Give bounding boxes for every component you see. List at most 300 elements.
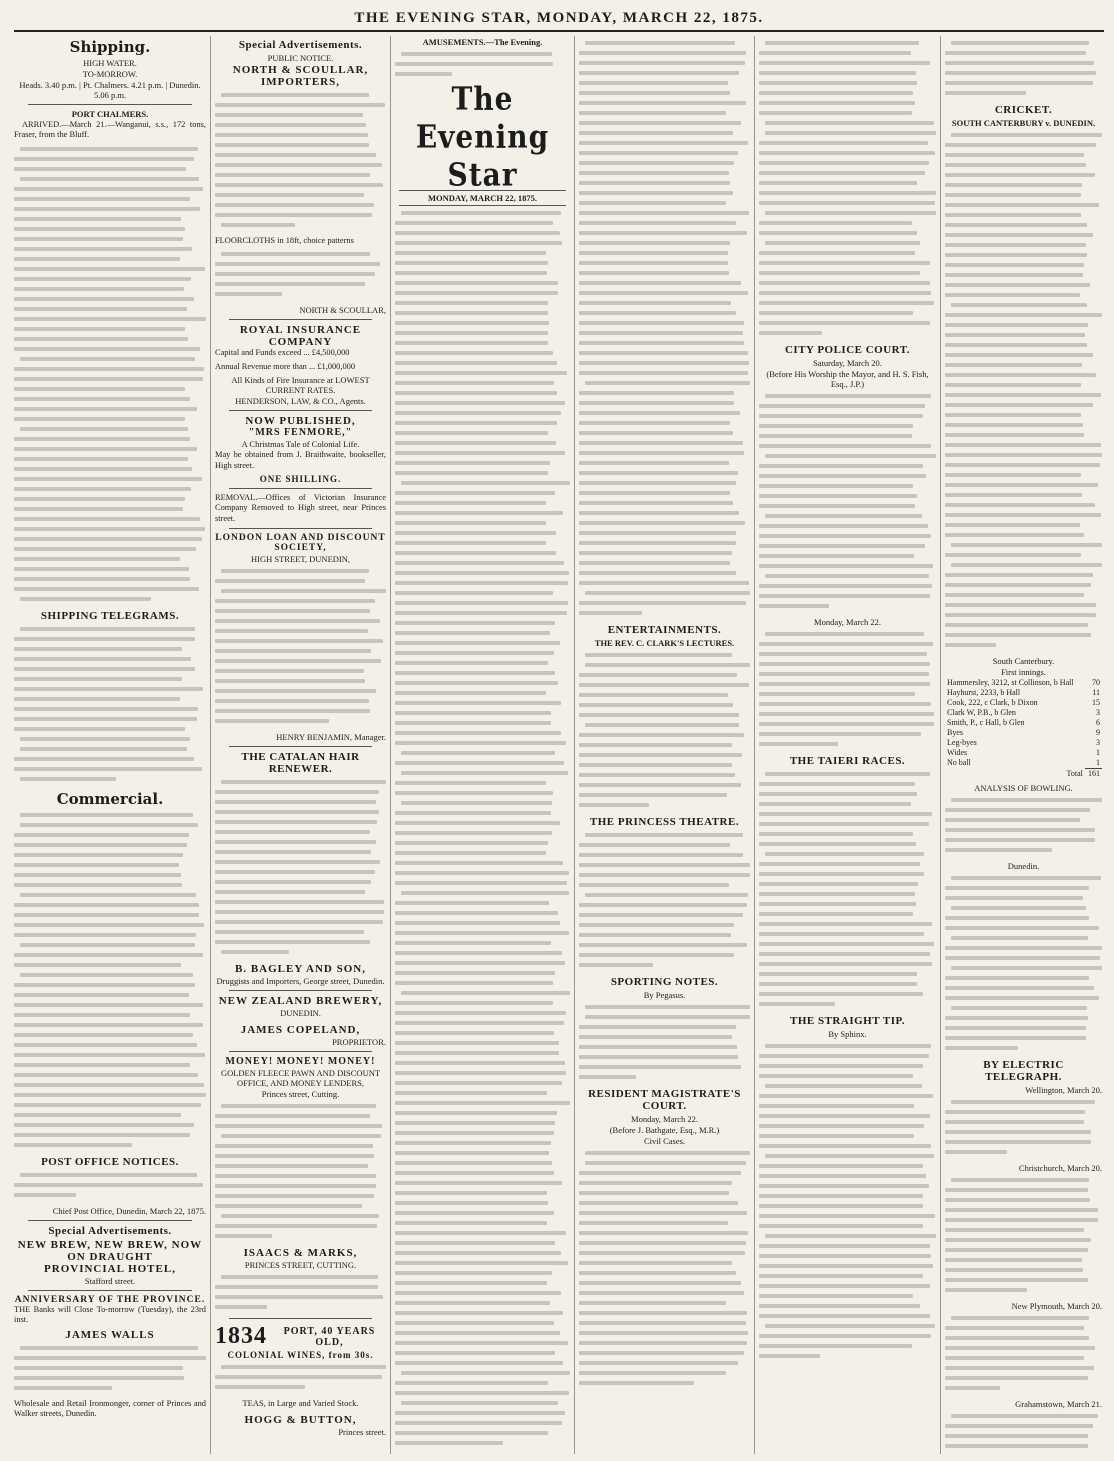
- text-line: [579, 900, 750, 910]
- text-line: [14, 544, 206, 554]
- text-line: [945, 370, 1102, 380]
- text-line: [215, 1221, 386, 1231]
- teas-line: TEAS, in Large and Varied Stock.: [242, 1398, 359, 1409]
- post-office-heading: POST OFFICE NOTICES.: [41, 1155, 179, 1168]
- text-line: [759, 128, 936, 138]
- text-line: [759, 669, 936, 679]
- text-line: [945, 815, 1102, 825]
- text-line: [945, 180, 1102, 190]
- text-line: [759, 268, 936, 278]
- divider: [229, 1318, 372, 1319]
- text-line: [579, 608, 750, 618]
- total-value: 161: [1085, 769, 1102, 780]
- text-line: [759, 98, 936, 108]
- text-line: [395, 1138, 570, 1148]
- text-line: [215, 120, 386, 130]
- text-line: [759, 521, 936, 531]
- text-line: [14, 254, 206, 264]
- table-row: [945, 698, 1102, 708]
- text-line: [759, 198, 936, 208]
- text-line: [945, 1215, 1102, 1225]
- new-brew-ad: NEW BREW, NEW BREW, NOW ON DRAUGHT: [17, 1238, 203, 1263]
- text-line: [215, 646, 386, 656]
- text-line: [579, 328, 750, 338]
- text-line: [14, 860, 206, 870]
- text-line: [579, 278, 750, 288]
- text-line: [395, 1038, 570, 1048]
- text-line: [759, 571, 936, 581]
- text-line: [945, 845, 1102, 855]
- text-line: [395, 928, 570, 938]
- text-line: [945, 1431, 1102, 1441]
- text-line: [945, 913, 1102, 923]
- runs-cell: 1: [1096, 748, 1100, 757]
- text-line: [395, 378, 570, 388]
- text-line: [945, 140, 1102, 150]
- text-line: [759, 471, 936, 481]
- text-line: [14, 870, 206, 880]
- text-line: [395, 328, 570, 338]
- text-line: [395, 988, 570, 998]
- text-line: [945, 430, 1102, 440]
- text-line: [395, 59, 570, 69]
- text-line: [759, 138, 936, 148]
- text-line: [395, 638, 570, 648]
- text-line: [215, 1292, 386, 1302]
- text-line: [579, 750, 750, 760]
- text-line: [759, 869, 936, 879]
- text-line: [579, 238, 750, 248]
- text-line: [215, 616, 386, 626]
- north-scoullar-sign: NORTH & SCOULLAR,: [299, 305, 386, 316]
- faded-text: [215, 90, 386, 230]
- text-line: [14, 1010, 206, 1020]
- text-line: [395, 978, 570, 988]
- text-line: [395, 1278, 570, 1288]
- column-shipping: [10, 36, 210, 1454]
- text-line: [945, 1441, 1102, 1451]
- text-line: [579, 680, 750, 690]
- divider: [229, 746, 372, 747]
- text-line: [945, 1225, 1102, 1235]
- text-line: [945, 420, 1102, 430]
- text-line: [945, 1127, 1102, 1137]
- cp-before: (Before His Worship the Mayor, and H. S. Fish, Esq., J.P.): [766, 369, 929, 389]
- text-line: [945, 630, 1102, 640]
- text-line: [14, 154, 206, 164]
- text-line: [579, 670, 750, 680]
- text-line: [579, 188, 750, 198]
- text-line: [759, 318, 936, 328]
- text-line: [579, 518, 750, 528]
- text-line: [759, 421, 936, 431]
- loan-signature: HENRY BENJAMIN, Manager.: [276, 732, 386, 743]
- faded-text: [945, 38, 1102, 98]
- nz-brewery-town: DUNEDIN.: [280, 1008, 321, 1019]
- text-line: [759, 1041, 936, 1051]
- text-line: [215, 626, 386, 636]
- masthead-text: THE EVENING STAR, MONDAY, MARCH 22, 1875.: [354, 10, 764, 26]
- text-line: [395, 258, 570, 268]
- text-line: [579, 538, 750, 548]
- text-line: [759, 88, 936, 98]
- shipping-telegrams-heading: SHIPPING TELEGRAMS.: [40, 609, 180, 622]
- text-line: [395, 858, 570, 868]
- text-line: [579, 1298, 750, 1308]
- text-line: [759, 779, 936, 789]
- text-line: [14, 274, 206, 284]
- text-line: [759, 809, 936, 819]
- text-line: [759, 108, 936, 118]
- text-line: [579, 700, 750, 710]
- arrived-line: ARRIVED.—March 21.—Wanganui, s.s., 172 tons, Fraser, from the Bluff.: [14, 120, 206, 140]
- text-line: [579, 1308, 750, 1318]
- text-line: [945, 160, 1102, 170]
- text-line: [579, 690, 750, 700]
- special-ads-heading: Special Advertisements.: [238, 39, 363, 51]
- text-line: [579, 118, 750, 128]
- text-line: [759, 1161, 936, 1171]
- batsman-cell: Cook, 222, c Clark, b Dixon: [947, 698, 1038, 707]
- text-line: [395, 808, 570, 818]
- text-line: [395, 1248, 570, 1258]
- text-line: [14, 304, 206, 314]
- south-canterbury-head: South Canterbury.: [992, 656, 1055, 666]
- text-line: [945, 530, 1102, 540]
- text-line: [395, 848, 570, 858]
- text-line: [945, 873, 1102, 883]
- text-line: [945, 1097, 1102, 1107]
- text-line: [395, 398, 570, 408]
- text-line: [14, 504, 206, 514]
- total-row: [945, 769, 1102, 780]
- text-line: [759, 1111, 936, 1121]
- text-line: [579, 830, 750, 840]
- text-line: [945, 570, 1102, 580]
- text-line: [759, 278, 936, 288]
- text-line: [945, 825, 1102, 835]
- faded-text: [945, 1411, 1102, 1454]
- text-line: [14, 1343, 206, 1353]
- text-line: [759, 118, 936, 128]
- text-line: [14, 734, 206, 744]
- text-line: [579, 68, 750, 78]
- text-line: [579, 458, 750, 468]
- runs-cell: 9: [1096, 728, 1100, 737]
- text-line: [14, 764, 206, 774]
- text-line: [215, 249, 386, 259]
- text-line: [14, 694, 206, 704]
- text-line: [395, 238, 570, 248]
- text-line: [579, 1022, 750, 1032]
- text-line: [759, 1331, 936, 1341]
- text-line: [945, 1013, 1102, 1023]
- text-line: [579, 1268, 750, 1278]
- text-line: [759, 959, 936, 969]
- text-line: [215, 190, 386, 200]
- text-line: [215, 140, 386, 150]
- text-line: [945, 1313, 1102, 1323]
- text-line: [579, 1042, 750, 1052]
- text-line: [945, 1255, 1102, 1265]
- faded-text: [215, 1101, 386, 1241]
- text-line: [579, 438, 750, 448]
- text-line: [14, 204, 206, 214]
- text-line: [759, 889, 936, 899]
- text-line: [215, 100, 386, 110]
- divider: [229, 488, 372, 489]
- text-line: [395, 318, 570, 328]
- text-line: [945, 38, 1102, 48]
- text-line: [945, 480, 1102, 490]
- text-line: [215, 596, 386, 606]
- text-line: [579, 488, 750, 498]
- text-line: [759, 298, 936, 308]
- text-line: [759, 1261, 936, 1271]
- text-line: [579, 1198, 750, 1208]
- text-line: [759, 929, 936, 939]
- text-line: [945, 400, 1102, 410]
- text-line: [759, 581, 936, 591]
- text-line: [395, 348, 570, 358]
- colonial-wines: COLONIAL WINES, from 30s.: [227, 1350, 374, 1361]
- text-line: [14, 184, 206, 194]
- text-line: [945, 883, 1102, 893]
- text-line: [395, 488, 570, 498]
- text-line: [945, 1175, 1102, 1185]
- text-line: [945, 410, 1102, 420]
- text-line: [215, 1362, 386, 1372]
- text-line: [395, 1388, 570, 1398]
- text-line: [395, 628, 570, 638]
- cricket-heading: CRICKET.: [994, 104, 1053, 116]
- text-line: [215, 827, 386, 837]
- text-line: [395, 1158, 570, 1168]
- text-line: [395, 1288, 570, 1298]
- text-line: [945, 1363, 1102, 1373]
- text-line: [579, 138, 750, 148]
- text-line: [215, 289, 386, 299]
- text-line: [579, 298, 750, 308]
- text-line: [395, 708, 570, 718]
- runs-cell: 70: [1092, 678, 1100, 687]
- new-plymouth-dateline: New Plymouth, March 20.: [1011, 1301, 1102, 1311]
- text-line: [759, 218, 936, 228]
- text-line: [579, 148, 750, 158]
- cricket-match: SOUTH CANTERBURY v. DUNEDIN.: [951, 118, 1096, 128]
- text-line: [395, 1298, 570, 1308]
- column-editorial: [390, 36, 574, 1454]
- text-line: [215, 1181, 386, 1191]
- text-line: [14, 774, 206, 784]
- tide-row: Heads. 3.40 p.m. | Pt. Chalmers. 4.21 p.m. | Dunedin. 5.06 p.m.: [19, 80, 201, 100]
- text-line: [759, 1241, 936, 1251]
- text-line: [14, 164, 206, 174]
- dunedin-head: Dunedin.: [1007, 861, 1040, 871]
- text-line: [395, 1068, 570, 1078]
- text-line: [215, 90, 386, 100]
- text-line: [579, 760, 750, 770]
- table-row: [945, 748, 1102, 758]
- text-line: [945, 1333, 1102, 1343]
- text-line: [759, 441, 936, 451]
- text-line: [215, 927, 386, 937]
- text-line: [14, 950, 206, 960]
- cricket-score-table: [945, 678, 1102, 779]
- text-line: [945, 983, 1102, 993]
- tomorrow-label: TO-MORROW.: [82, 69, 138, 79]
- text-line: [395, 408, 570, 418]
- royal-insurance: ROYAL INSURANCE COMPANY: [239, 324, 362, 349]
- text-line: [945, 440, 1102, 450]
- text-line: [579, 790, 750, 800]
- text-line: [215, 686, 386, 696]
- text-line: [215, 1111, 386, 1121]
- cp-monday: Monday, March 22.: [814, 617, 881, 627]
- text-line: [14, 494, 206, 504]
- text-line: [759, 1291, 936, 1301]
- text-line: [759, 48, 936, 58]
- text-line: [215, 917, 386, 927]
- text-line: [395, 368, 570, 378]
- text-line: [579, 1168, 750, 1178]
- text-line: [945, 1451, 1102, 1454]
- text-line: [759, 391, 936, 401]
- text-line: [759, 531, 936, 541]
- text-line: [215, 269, 386, 279]
- text-line: [579, 158, 750, 168]
- faded-text: [395, 49, 570, 79]
- text-line: [395, 1148, 570, 1158]
- text-line: [395, 948, 570, 958]
- text-line: [945, 320, 1102, 330]
- text-line: [395, 338, 570, 348]
- james-walls: JAMES WALLS: [65, 1328, 155, 1341]
- runs-cell: 11: [1092, 688, 1100, 697]
- loan-address: HIGH STREET, DUNEDIN,: [251, 554, 350, 565]
- text-line: [579, 168, 750, 178]
- text-line: [945, 250, 1102, 260]
- text-line: [759, 591, 936, 601]
- floorcloths-line: FLOORCLOTHS in 18ft, choice patterns: [215, 236, 354, 245]
- text-line: [759, 601, 936, 611]
- table-row: [945, 728, 1102, 738]
- text-line: [215, 1382, 386, 1392]
- text-line: [579, 1238, 750, 1248]
- text-line: [215, 656, 386, 666]
- text-line: [395, 888, 570, 898]
- text-line: [14, 1170, 206, 1180]
- text-line: [14, 264, 206, 274]
- text-line: [395, 468, 570, 478]
- text-line: [395, 1368, 570, 1378]
- text-line: [14, 384, 206, 394]
- text-line: [579, 660, 750, 670]
- text-line: [215, 696, 386, 706]
- text-line: [14, 940, 206, 950]
- batsman-cell: Hayhurst, 2233, b Hall: [947, 688, 1021, 697]
- text-line: [945, 270, 1102, 280]
- text-line: [945, 1003, 1102, 1013]
- text-line: [14, 654, 206, 664]
- text-line: [14, 1060, 206, 1070]
- text-line: [395, 1428, 570, 1438]
- text-line: [579, 1318, 750, 1328]
- text-line: [945, 240, 1102, 250]
- text-line: [14, 920, 206, 930]
- faded-text: [945, 1097, 1102, 1157]
- text-line: [14, 704, 206, 714]
- text-line: [945, 350, 1102, 360]
- text-line: [215, 279, 386, 289]
- text-line: [395, 1438, 570, 1448]
- text-line: [14, 1383, 206, 1393]
- text-line: [395, 588, 570, 598]
- text-line: [215, 1141, 386, 1151]
- text-line: [579, 548, 750, 558]
- text-line: [579, 408, 750, 418]
- text-line: [945, 640, 1102, 650]
- text-line: [945, 923, 1102, 933]
- text-line: [14, 850, 206, 860]
- text-line: [14, 144, 206, 154]
- bowling-analysis: ANALYSIS OF BOWLING.: [974, 783, 1073, 793]
- text-line: [14, 434, 206, 444]
- text-line: [759, 288, 936, 298]
- stafford-street: Stafford street.: [84, 1275, 136, 1286]
- text-line: [395, 1098, 570, 1108]
- text-line: [579, 358, 750, 368]
- text-line: [395, 788, 570, 798]
- text-line: [579, 198, 750, 208]
- text-line: [395, 768, 570, 778]
- text-line: [14, 684, 206, 694]
- text-line: [945, 190, 1102, 200]
- text-line: [945, 1383, 1102, 1393]
- text-line: [759, 1151, 936, 1161]
- text-line: [579, 268, 750, 278]
- bagley-heading: B. BAGLEY AND SON,: [235, 963, 366, 976]
- text-line: [945, 48, 1102, 58]
- text-line: [14, 1140, 206, 1150]
- text-line: [395, 1318, 570, 1328]
- text-line: [14, 284, 206, 294]
- text-line: [14, 324, 206, 334]
- text-line: [14, 754, 206, 764]
- city-police-heading: CITY POLICE COURT.: [784, 344, 911, 356]
- table-row: [945, 708, 1102, 718]
- text-line: [14, 714, 206, 724]
- text-line: [945, 310, 1102, 320]
- text-line: [579, 508, 750, 518]
- text-line: [395, 668, 570, 678]
- text-line: [759, 541, 936, 551]
- text-line: [579, 308, 750, 318]
- text-line: [215, 130, 386, 140]
- text-line: [945, 290, 1102, 300]
- text-line: [945, 1411, 1102, 1421]
- text-line: [759, 1131, 936, 1141]
- high-water-heading: HIGH WATER.: [83, 58, 137, 68]
- text-line: [215, 1191, 386, 1201]
- text-line: [14, 910, 206, 920]
- text-line: [579, 880, 750, 890]
- text-line: [945, 490, 1102, 500]
- text-line: [579, 1148, 750, 1158]
- text-line: [14, 820, 206, 830]
- text-line: [395, 1418, 570, 1428]
- divider: [28, 104, 192, 105]
